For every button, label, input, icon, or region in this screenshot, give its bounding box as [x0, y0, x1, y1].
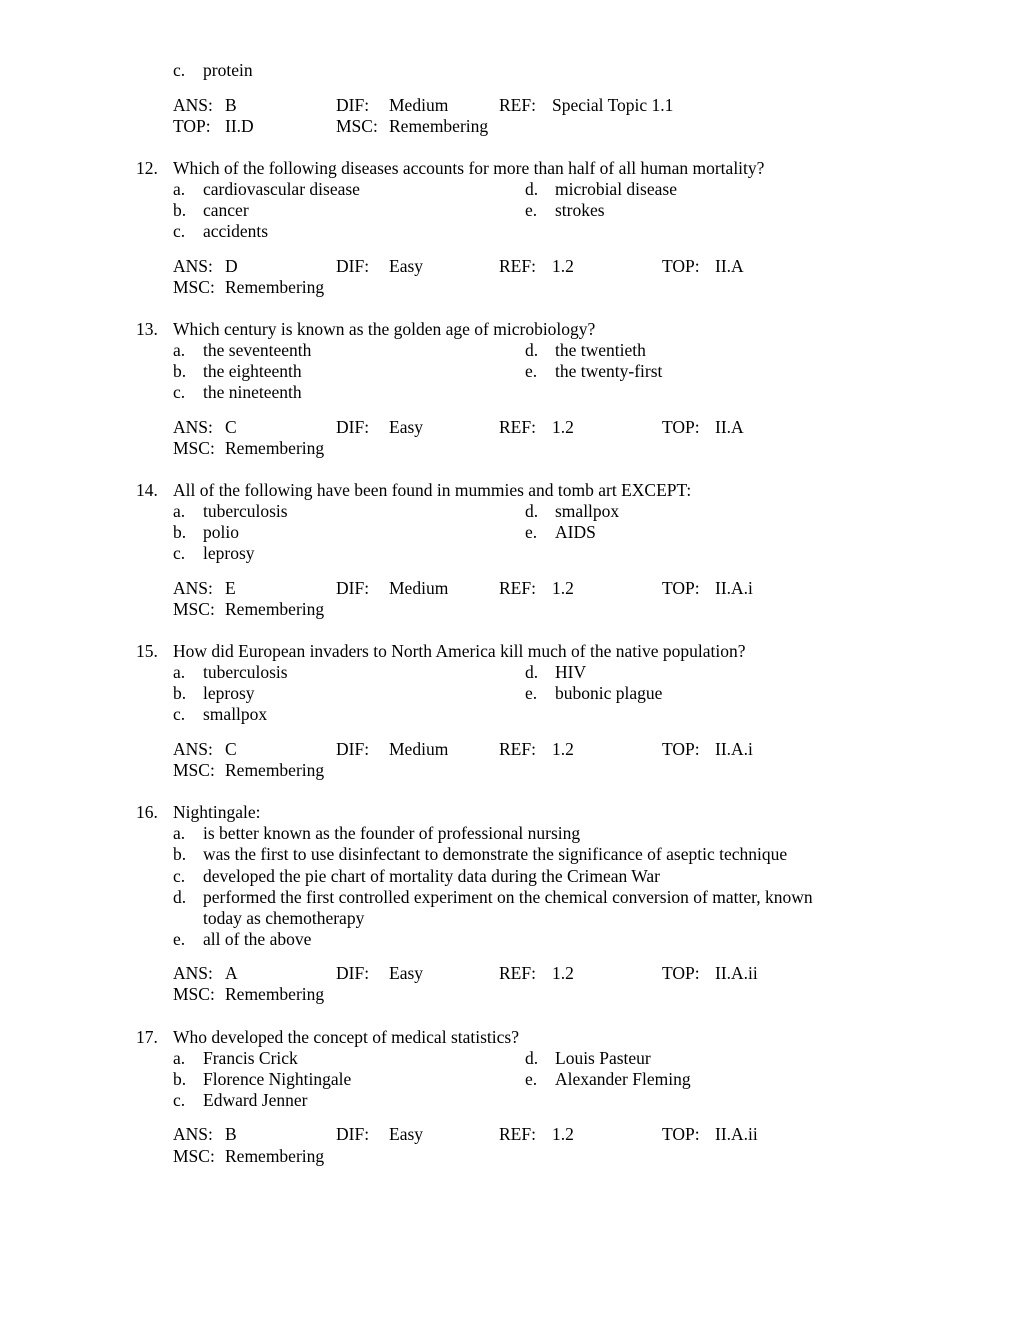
dif-label: DIF:: [336, 963, 370, 983]
option-text: cancer: [203, 200, 249, 220]
option-letter: e.: [173, 929, 186, 949]
option-letter: c.: [173, 1090, 186, 1110]
top-label: TOP:: [662, 1124, 700, 1144]
question-number: 14.: [136, 480, 158, 500]
dif-label: DIF:: [336, 256, 370, 276]
option-text: developed the pie chart of mortality data during the Crimean War: [203, 866, 660, 886]
msc-value: Remembering: [225, 1146, 325, 1166]
dif-value: Medium: [389, 95, 449, 115]
dif-label: DIF:: [336, 417, 370, 437]
option-text: the eighteenth: [203, 361, 302, 381]
top-label: TOP:: [662, 963, 700, 983]
ans-value: A: [225, 963, 238, 983]
msc-value: Remembering: [225, 760, 325, 780]
top-label: TOP:: [662, 256, 700, 276]
top-label: TOP:: [173, 116, 211, 136]
option-text: tuberculosis: [203, 501, 288, 521]
question-number: 12.: [136, 158, 158, 178]
top-label: TOP:: [662, 578, 700, 598]
option-letter: c.: [173, 704, 186, 724]
option-text: cardiovascular disease: [203, 179, 360, 199]
option-text: Louis Pasteur: [555, 1048, 651, 1068]
option-letter: c.: [173, 543, 186, 563]
option-text-continued: today as chemotherapy: [203, 908, 365, 928]
option-text: polio: [203, 522, 239, 542]
ref-value: 1.2: [552, 739, 574, 759]
question-text: Nightingale:: [173, 802, 261, 822]
ref-label: REF:: [499, 256, 536, 276]
option-text: strokes: [555, 200, 605, 220]
ans-value: B: [225, 95, 237, 115]
top-value: II.A.i: [715, 578, 753, 598]
option-letter: a.: [173, 662, 186, 682]
top-value: II.A: [715, 256, 744, 276]
option-letter: a.: [173, 823, 186, 843]
top-value: II.A.ii: [715, 1124, 758, 1144]
ans-label: ANS:: [173, 578, 213, 598]
dif-value: Easy: [389, 1124, 424, 1144]
option-letter: c.: [173, 866, 186, 886]
option-letter: e.: [525, 361, 538, 381]
dif-value: Medium: [389, 578, 449, 598]
option-text: bubonic plague: [555, 683, 663, 703]
question-text: Which of the following diseases accounts for more than half of all human mortality?: [173, 158, 765, 178]
msc-value: Remembering: [389, 116, 489, 136]
top-value: II.D: [225, 116, 254, 136]
msc-label: MSC:: [336, 116, 378, 136]
option-text: the seventeenth: [203, 340, 312, 360]
dif-label: DIF:: [336, 739, 370, 759]
ref-value: Special Topic 1.1: [552, 95, 674, 115]
option-letter: d.: [525, 340, 539, 360]
ref-label: REF:: [499, 95, 536, 115]
question-text: All of the following have been found in mummies and tomb art EXCEPT:: [173, 480, 692, 500]
option-letter: b.: [173, 844, 187, 864]
ref-label: REF:: [499, 1124, 536, 1144]
ref-label: REF:: [499, 963, 536, 983]
ans-label: ANS:: [173, 95, 213, 115]
msc-label: MSC:: [173, 760, 215, 780]
ans-value: D: [225, 256, 238, 276]
msc-label: MSC:: [173, 438, 215, 458]
option-letter: c.: [173, 382, 186, 402]
option-letter: e.: [525, 200, 538, 220]
ans-label: ANS:: [173, 256, 213, 276]
option-text: microbial disease: [555, 179, 677, 199]
ans-value: C: [225, 417, 237, 437]
msc-value: Remembering: [225, 984, 325, 1004]
top-label: TOP:: [662, 417, 700, 437]
option-letter: b.: [173, 1069, 187, 1089]
dif-value: Easy: [389, 963, 424, 983]
ans-value: B: [225, 1124, 237, 1144]
option-letter: a.: [173, 179, 186, 199]
option-letter: d.: [525, 179, 539, 199]
option-letter: b.: [173, 361, 187, 381]
question-number: 16.: [136, 802, 158, 822]
ans-label: ANS:: [173, 963, 213, 983]
top-value: II.A: [715, 417, 744, 437]
option-text: was the first to use disinfectant to demonstrate the significance of aseptic technique: [203, 844, 788, 864]
dif-label: DIF:: [336, 1124, 370, 1144]
option-text: HIV: [555, 662, 587, 682]
option-letter: b.: [173, 683, 187, 703]
question-number: 15.: [136, 641, 158, 661]
ans-value: C: [225, 739, 237, 759]
option-text: Florence Nightingale: [203, 1069, 352, 1089]
option-letter: e.: [525, 522, 538, 542]
option-text: Alexander Fleming: [555, 1069, 691, 1089]
question-text: Who developed the concept of medical statistics?: [173, 1027, 519, 1047]
top-value: II.A.ii: [715, 963, 758, 983]
ref-label: REF:: [499, 739, 536, 759]
option-letter: d.: [525, 1048, 539, 1068]
question-number: 17.: [136, 1027, 158, 1047]
msc-label: MSC:: [173, 599, 215, 619]
ans-label: ANS:: [173, 1124, 213, 1144]
option-letter: a.: [173, 340, 186, 360]
option-text: the twentieth: [555, 340, 646, 360]
ans-value: E: [225, 578, 236, 598]
dif-value: Easy: [389, 417, 424, 437]
msc-value: Remembering: [225, 599, 325, 619]
option-letter: c.: [173, 60, 186, 80]
option-letter: e.: [525, 683, 538, 703]
question-text: Which century is known as the golden age of microbiology?: [173, 319, 596, 339]
option-text: leprosy: [203, 543, 255, 563]
option-text: performed the first controlled experiment on the chemical conversion of matter, known: [203, 887, 813, 907]
dif-value: Easy: [389, 256, 424, 276]
option-text: Edward Jenner: [203, 1090, 308, 1110]
option-text: the twenty-first: [555, 361, 663, 381]
option-text: all of the above: [203, 929, 312, 949]
option-letter: c.: [173, 221, 186, 241]
top-label: TOP:: [662, 739, 700, 759]
dif-label: DIF:: [336, 578, 370, 598]
question-number: 13.: [136, 319, 158, 339]
option-letter: e.: [525, 1069, 538, 1089]
ans-label: ANS:: [173, 417, 213, 437]
ref-label: REF:: [499, 578, 536, 598]
msc-value: Remembering: [225, 277, 325, 297]
msc-label: MSC:: [173, 1146, 215, 1166]
ref-value: 1.2: [552, 578, 574, 598]
option-text: the nineteenth: [203, 382, 302, 402]
msc-label: MSC:: [173, 984, 215, 1004]
question-text: How did European invaders to North America kill much of the native population?: [173, 641, 746, 661]
option-letter: d.: [173, 887, 187, 907]
msc-value: Remembering: [225, 438, 325, 458]
option-letter: b.: [173, 522, 187, 542]
option-letter: b.: [173, 200, 187, 220]
option-text: accidents: [203, 221, 269, 241]
ref-value: 1.2: [552, 1124, 574, 1144]
ans-label: ANS:: [173, 739, 213, 759]
option-letter: a.: [173, 501, 186, 521]
option-text: protein: [203, 60, 253, 80]
option-letter: d.: [525, 501, 539, 521]
top-value: II.A.i: [715, 739, 753, 759]
option-text: Francis Crick: [203, 1048, 298, 1068]
ref-value: 1.2: [552, 417, 574, 437]
msc-label: MSC:: [173, 277, 215, 297]
option-text: leprosy: [203, 683, 255, 703]
option-text: is better known as the founder of professional nursing: [203, 823, 581, 843]
ref-value: 1.2: [552, 963, 574, 983]
dif-value: Medium: [389, 739, 449, 759]
option-letter: d.: [525, 662, 539, 682]
option-text: tuberculosis: [203, 662, 288, 682]
option-text: smallpox: [203, 704, 268, 724]
ref-label: REF:: [499, 417, 536, 437]
option-text: smallpox: [555, 501, 620, 521]
option-text: AIDS: [555, 522, 596, 542]
option-letter: a.: [173, 1048, 186, 1068]
ref-value: 1.2: [552, 256, 574, 276]
dif-label: DIF:: [336, 95, 370, 115]
